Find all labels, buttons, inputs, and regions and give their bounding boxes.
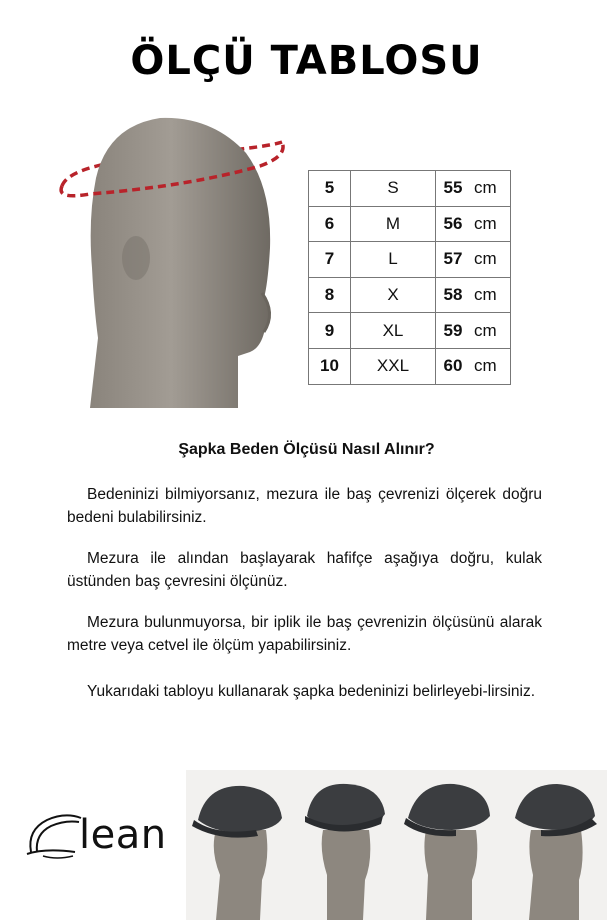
instruction-paragraph: Bedeninizi bilmiyorsanız, mezura ile baş çevrenizi ölçerek doğru bedeni bulabilirsiniz. [67, 486, 542, 526]
size-unit: cm [474, 178, 497, 198]
size-cm-cell [436, 242, 511, 278]
size-cm-cell [436, 277, 511, 313]
size-cm-value: 55 [443, 178, 463, 198]
cap-photo-back [501, 770, 607, 920]
cap-photo-front [291, 770, 397, 920]
size-letter: X [351, 277, 436, 313]
size-letter: L [351, 242, 436, 278]
size-unit: cm [474, 320, 497, 340]
size-cm-value: 58 [443, 285, 463, 305]
page-title: ÖLÇÜ TABLOSU [130, 38, 483, 84]
cap-photo-side [396, 770, 502, 920]
instruction-paragraph: Mezura ile alından başlayarak hafifçe aşağıya doğru, kulak üstünden baş çevresini ölçünüz. [67, 550, 542, 590]
size-number: 9 [309, 313, 351, 349]
size-cm-cell [436, 171, 511, 207]
cap-photo-front-left [186, 770, 292, 920]
instructions-heading: Şapka Beden Ölçüsü Nasıl Alınır? [178, 441, 435, 458]
size-row [309, 206, 511, 242]
size-unit: cm [474, 356, 497, 376]
size-row [309, 171, 511, 207]
size-cm-value: 60 [443, 356, 463, 376]
size-unit: cm [474, 249, 497, 269]
size-unit: cm [474, 213, 497, 233]
cap-logo-icon [25, 808, 85, 870]
size-unit: cm [474, 285, 497, 305]
size-number: 5 [309, 171, 351, 207]
size-letter: S [351, 171, 436, 207]
size-cm-value: 57 [443, 249, 463, 269]
size-cm-value: 59 [443, 320, 463, 340]
size-cm-cell [436, 348, 511, 384]
size-letter: M [351, 206, 436, 242]
size-chart-table [308, 170, 511, 385]
size-row [309, 277, 511, 313]
brand-logo [25, 808, 175, 870]
logo-text: lean [79, 812, 167, 858]
size-number: 6 [309, 206, 351, 242]
size-cm-cell [436, 313, 511, 349]
head-measure-figure [50, 108, 295, 413]
size-letter: XXL [351, 348, 436, 384]
size-row [309, 242, 511, 278]
size-row [309, 313, 511, 349]
size-number: 8 [309, 277, 351, 313]
size-letter: XL [351, 313, 436, 349]
instruction-paragraph: Mezura bulunmuyorsa, bir iplik ile baş çevrenizin ölçüsünü alarak metre veya cetvel ile ölçüm yapabilirsiniz. [67, 614, 542, 654]
size-cm-cell [436, 206, 511, 242]
size-number: 7 [309, 242, 351, 278]
size-row [309, 348, 511, 384]
size-cm-value: 56 [443, 213, 463, 233]
size-number: 10 [309, 348, 351, 384]
mannequin-head-illustration [50, 108, 295, 413]
product-photos [186, 770, 606, 920]
instruction-paragraph: Yukarıdaki tabloyu kullanarak şapka bedeninizi belirleyebi-lirsiniz. [87, 683, 536, 700]
